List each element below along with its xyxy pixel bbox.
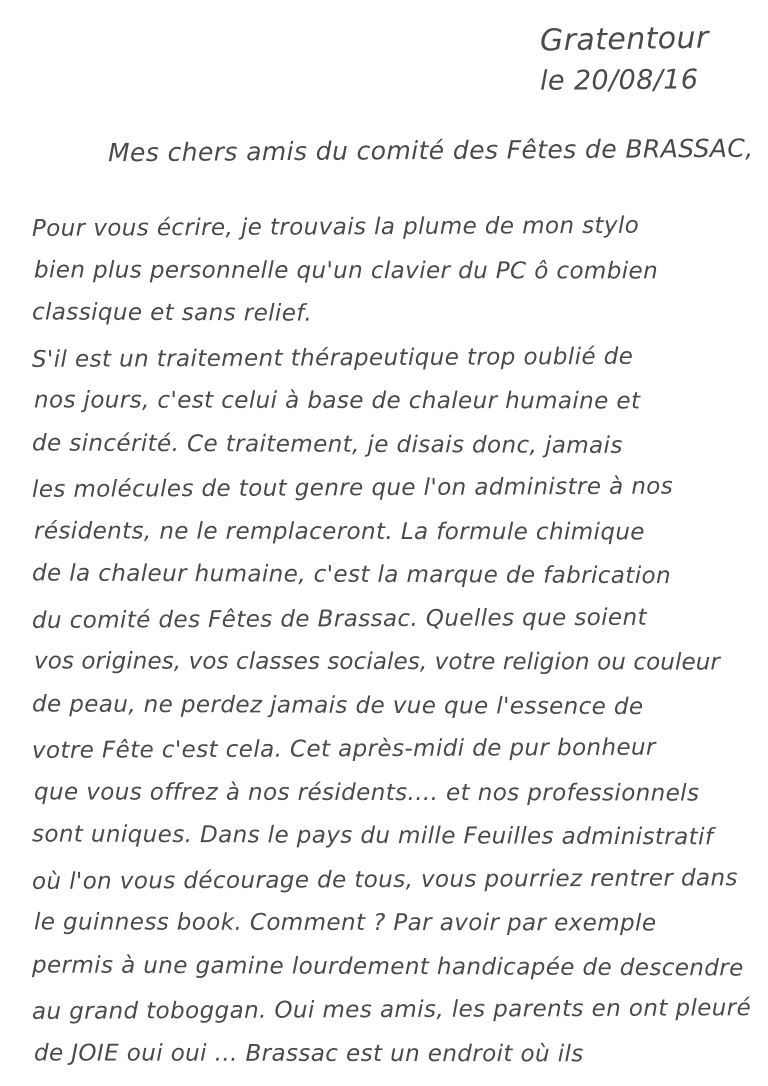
letterhead-date: le 20/08/16 [539, 64, 699, 97]
handwritten-line: permis à une gamine lourdement handicapée de descendre [31, 951, 744, 982]
letter-body [32, 206, 762, 1076]
handwritten-line: résidents, ne le remplaceront. La formule chimique [33, 517, 645, 545]
handwritten-line: de la chaleur humaine, c'est la marque de fabrication [31, 560, 672, 590]
handwritten-line: où l'on vous décourage de tous, vous pourriez rentrer dans [31, 864, 738, 895]
salutation: Mes chers amis du comité des Fêtes de BRASSAC, [107, 133, 754, 168]
handwritten-line: de JOIE oui oui ... Brassac est un endroit où ils [33, 1039, 584, 1067]
handwritten-line: vos origines, vos classes sociales, votre religion ou couleur [33, 648, 720, 676]
handwritten-line: votre Fête c'est cela. Cet après-midi de pur bonheur [31, 734, 656, 764]
handwritten-line: au grand toboggan. Oui mes amis, les parents en ont pleuré [31, 995, 752, 1025]
handwritten-line: les molécules de tout genre que l'on administre à nos [31, 473, 674, 503]
handwritten-line: le guinness book. Comment ? Par avoir par exemple [33, 909, 657, 937]
handwritten-line: classique et sans relief. [31, 299, 313, 327]
handwritten-line: nos jours, c'est celui à base de chaleur humaine et [33, 387, 641, 415]
handwritten-line: que vous offrez à nos résidents.... et nos professionnels [33, 778, 700, 807]
letterhead [540, 20, 709, 100]
handwritten-line: du comité des Fêtes de Brassac. Quelles que soient [31, 604, 648, 634]
handwritten-line: Pour vous écrire, je trouvais la plume de mon stylo [31, 212, 640, 242]
handwritten-line: sont uniques. Dans le pays du mille Feuilles administratif [31, 821, 714, 851]
handwritten-line: de peau, ne perdez jamais de vue que l'essence de [31, 690, 644, 720]
handwritten-line: de sincérité. Ce traitement, je disais donc, jamais [31, 429, 623, 459]
handwritten-line: bien plus personnelle qu'un clavier du PC ô combien [33, 256, 659, 284]
handwritten-line: S'il est un traitement thérapeutique trop oublié de [31, 343, 634, 373]
letterhead-place: Gratentour [539, 20, 709, 59]
